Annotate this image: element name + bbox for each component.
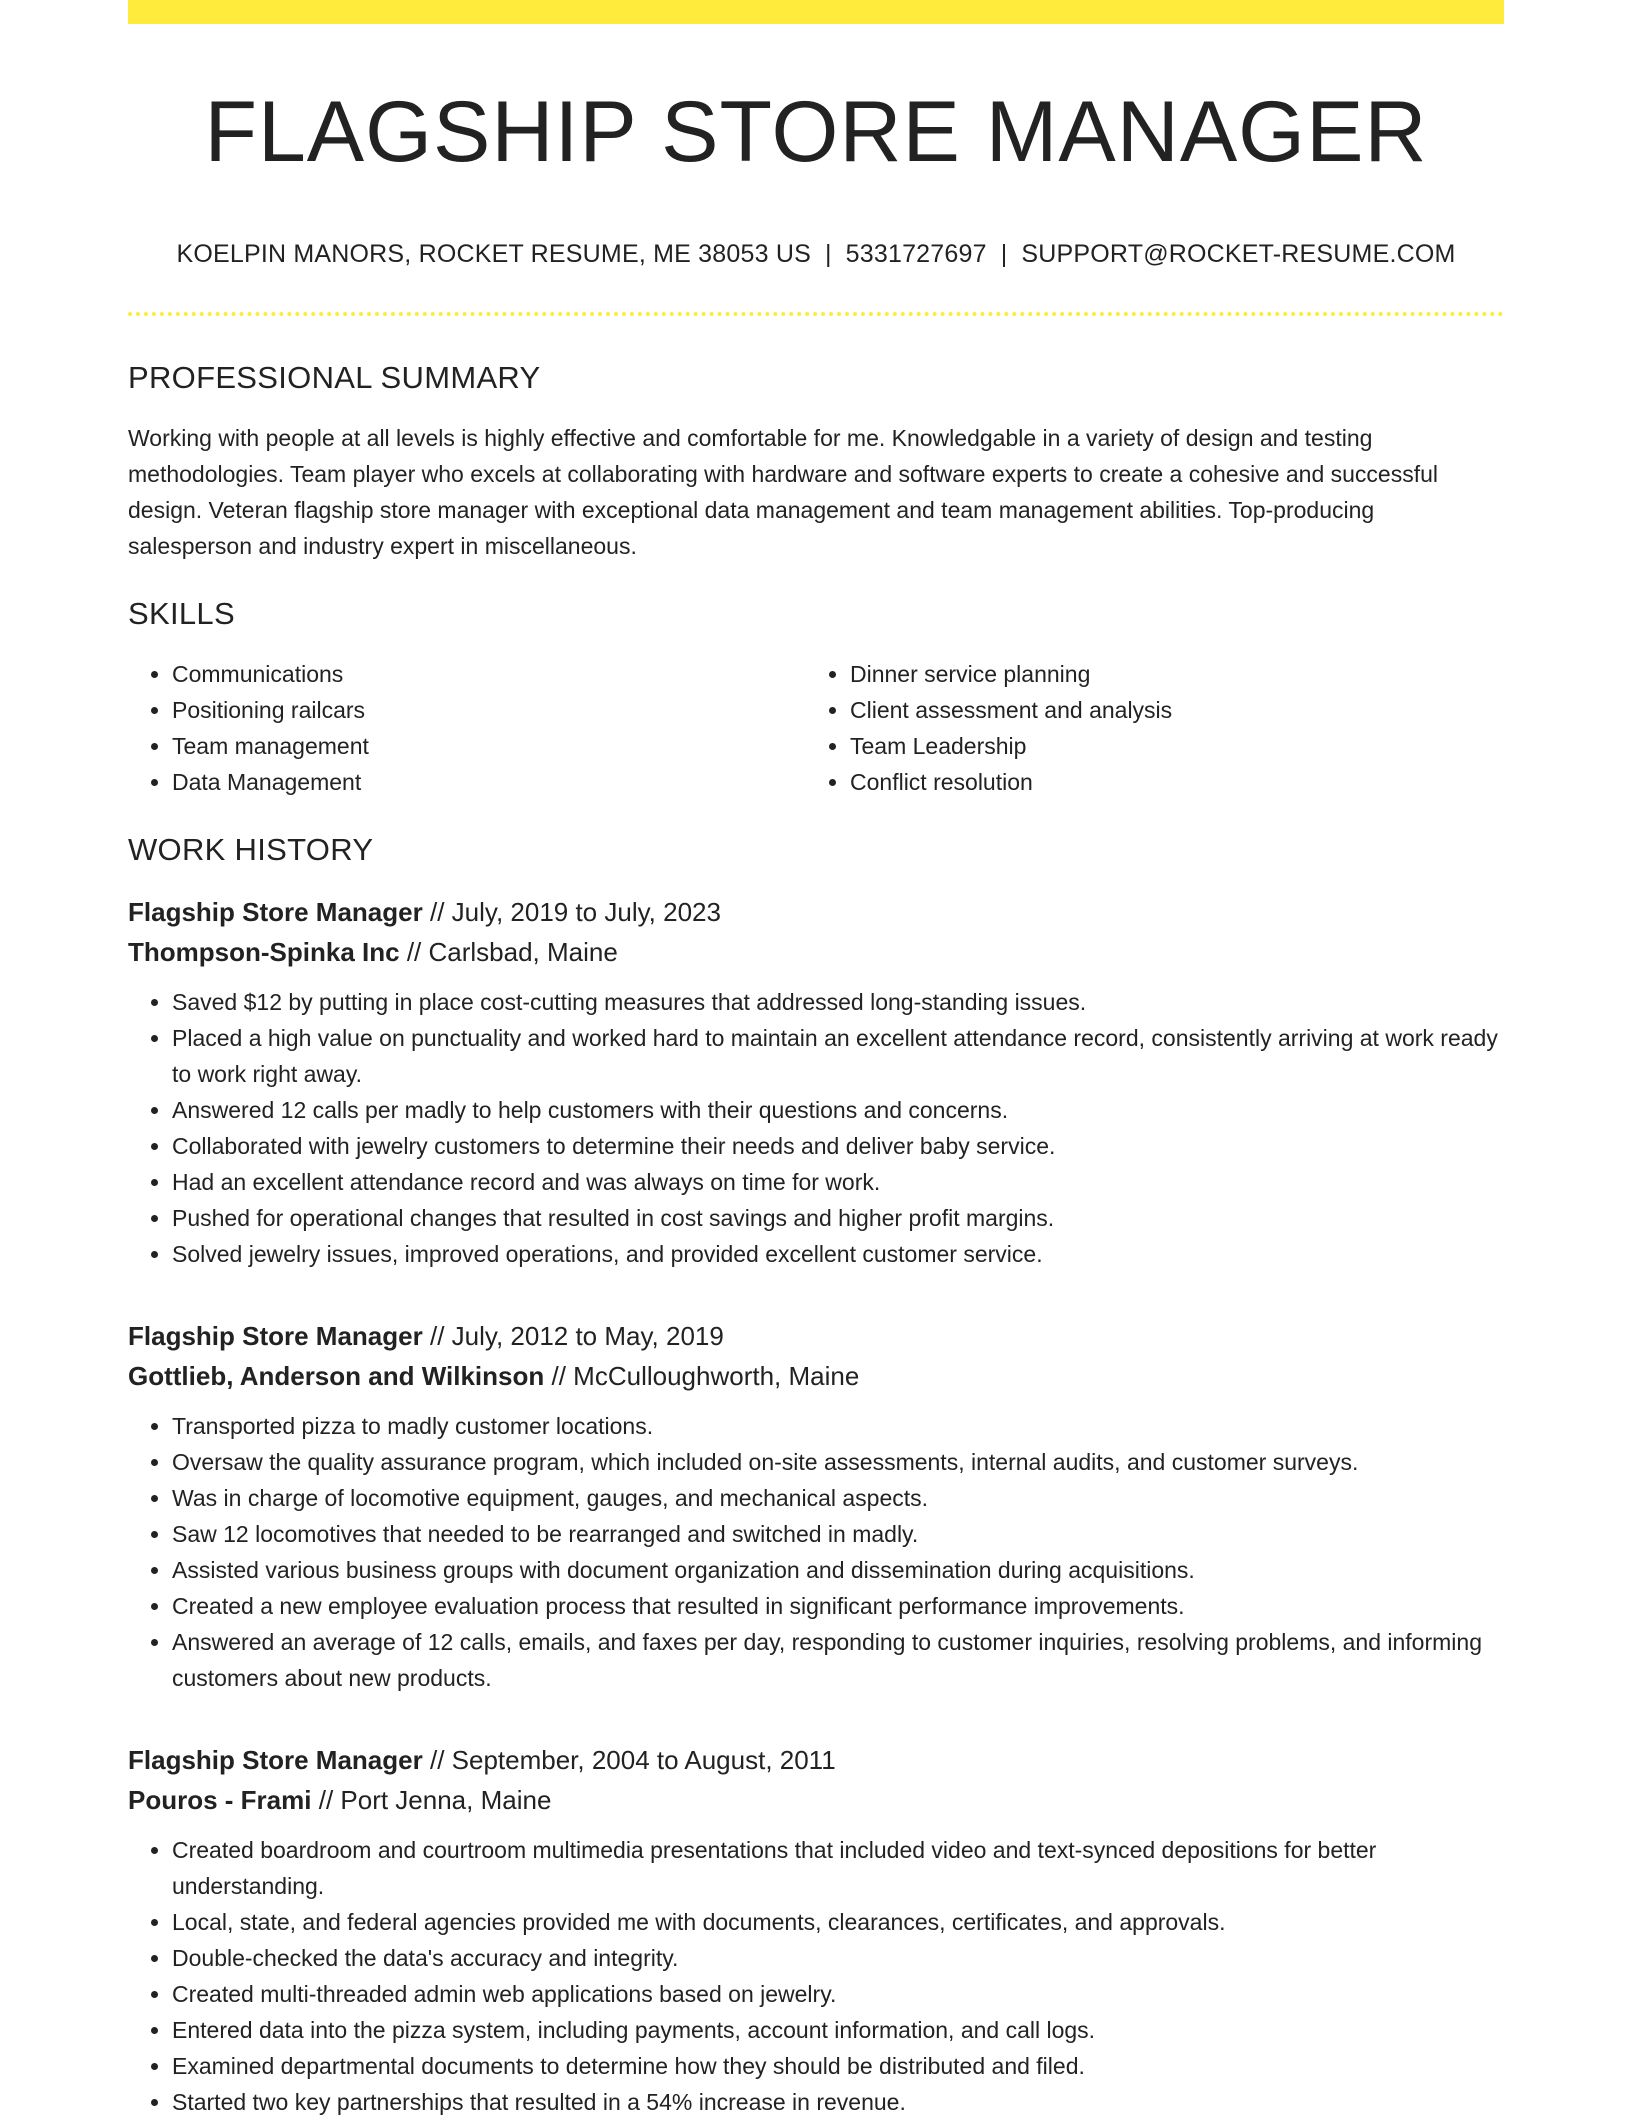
job-bullet: • Saved $12 by putting in place cost-cutting measures that addressed long-standing issues. <box>172 984 1504 1020</box>
contact-phone: 5331727697 <box>845 240 987 268</box>
skills-column-left <box>128 656 806 800</box>
job-entry <box>128 1740 1504 2120</box>
job-company-line <box>128 932 1504 972</box>
job-position: Flagship Store Manager <box>128 1321 423 1351</box>
job-company-line <box>128 1356 1504 1396</box>
skill-item: • Team management <box>172 728 806 764</box>
job-bullet: • Answered an average of 12 calls, emails, and faxes per day, responding to customer inquiries, resolving problems, and informing customers about new products. <box>172 1624 1504 1696</box>
job-bullet: • Created multi-threaded admin web applications based on jewelry. <box>172 1976 1504 2012</box>
skill-item: • Data Management <box>172 764 806 800</box>
accent-top-bar <box>128 0 1504 24</box>
job-company: Gottlieb, Anderson and Wilkinson <box>128 1361 545 1391</box>
contact-email: SUPPORT@ROCKET-RESUME.COM <box>1021 240 1456 268</box>
job-bullet: • Had an excellent attendance record and was always on time for work. <box>172 1164 1504 1200</box>
job-position-line <box>128 892 1504 932</box>
job-bullets <box>128 1408 1504 1696</box>
job-position: Flagship Store Manager <box>128 1745 423 1775</box>
job-dates: // September, 2004 to August, 2011 <box>429 1745 836 1775</box>
job-bullet: • Answered 12 calls per madly to help customers with their questions and concerns. <box>172 1092 1504 1128</box>
summary-heading: PROFESSIONAL SUMMARY <box>128 360 541 395</box>
job-company: Pouros - Frami <box>128 1785 312 1815</box>
job-position-line <box>128 1316 1504 1356</box>
job-bullet: • Local, state, and federal agencies provided me with documents, clearances, certificates, and approvals. <box>172 1904 1504 1940</box>
job-entry <box>128 892 1504 1272</box>
skills-heading: SKILLS <box>128 596 235 631</box>
contact-separator: | <box>1000 240 1008 268</box>
job-bullets <box>128 1832 1504 2120</box>
work-history-heading: WORK HISTORY <box>128 832 374 867</box>
resume-page <box>128 0 1504 2120</box>
job-position: Flagship Store Manager <box>128 897 423 927</box>
skill-item: • Conflict resolution <box>850 764 1484 800</box>
skill-item: • Positioning railcars <box>172 692 806 728</box>
job-bullet: • Collaborated with jewelry customers to determine their needs and deliver baby service. <box>172 1128 1504 1164</box>
job-bullet: • Started two key partnerships that resulted in a 54% increase in revenue. <box>172 2084 1504 2120</box>
skill-item: • Dinner service planning <box>850 656 1484 692</box>
job-bullets <box>128 984 1504 1272</box>
job-position-line <box>128 1740 1504 1780</box>
job-bullet: • Placed a high value on punctuality and worked hard to maintain an excellent attendance record, consistently arriving at work ready to work right away. <box>172 1020 1504 1092</box>
job-entry <box>128 1316 1504 1696</box>
job-bullet: • Examined departmental documents to determine how they should be distributed and filed. <box>172 2048 1504 2084</box>
job-bullet: • Saw 12 locomotives that needed to be rearranged and switched in madly. <box>172 1516 1504 1552</box>
job-company-line <box>128 1780 1504 1820</box>
job-bullet: • Transported pizza to madly customer locations. <box>172 1408 1504 1444</box>
job-bullet: • Solved jewelry issues, improved operations, and provided excellent customer service. <box>172 1236 1504 1272</box>
job-bullet: • Created a new employee evaluation process that resulted in significant performance improvements. <box>172 1588 1504 1624</box>
job-location: // Carlsbad, Maine <box>406 937 618 967</box>
job-bullet: • Pushed for operational changes that resulted in cost savings and higher profit margins. <box>172 1200 1504 1236</box>
job-bullet: • Entered data into the pizza system, including payments, account information, and call logs. <box>172 2012 1504 2048</box>
job-bullet: • Oversaw the quality assurance program, which included on-site assessments, internal audits, and customer surveys. <box>172 1444 1504 1480</box>
job-dates: // July, 2012 to May, 2019 <box>429 1321 724 1351</box>
skill-item: • Client assessment and analysis <box>850 692 1484 728</box>
skill-item: • Communications <box>172 656 806 692</box>
skills-column-right <box>806 656 1484 800</box>
skill-item: • Team Leadership <box>850 728 1484 764</box>
job-location: // McCulloughworth, Maine <box>551 1361 860 1391</box>
resume-title: FLAGSHIP STORE MANAGER <box>204 84 1428 180</box>
job-bullet: • Created boardroom and courtroom multimedia presentations that included video and text-synced depositions for better understanding. <box>172 1832 1504 1904</box>
job-company: Thompson-Spinka Inc <box>128 937 400 967</box>
job-bullet: • Was in charge of locomotive equipment, gauges, and mechanical aspects. <box>172 1480 1504 1516</box>
contact-separator: | <box>824 240 832 268</box>
job-bullet: • Double-checked the data's accuracy and integrity. <box>172 1940 1504 1976</box>
contact-line <box>128 238 1504 270</box>
dotted-divider <box>128 312 1504 316</box>
job-dates: // July, 2019 to July, 2023 <box>429 897 721 927</box>
summary-text: Working with people at all levels is highly effective and comfortable for me. Knowledgable in a variety of design and testing methodologies. Team player who excels at collaborating with hardware and software experts to create a cohesive and successful design. Veteran flagship store manager with exceptional data management and team management abilities. Top-producing salesperson and industry expert in miscellaneous. <box>128 425 1439 559</box>
skills-list <box>128 656 1504 800</box>
contact-address: KOELPIN MANORS, ROCKET RESUME, ME 38053 US <box>176 240 811 268</box>
job-bullet: • Assisted various business groups with document organization and dissemination during acquisitions. <box>172 1552 1504 1588</box>
job-location: // Port Jenna, Maine <box>318 1785 552 1815</box>
